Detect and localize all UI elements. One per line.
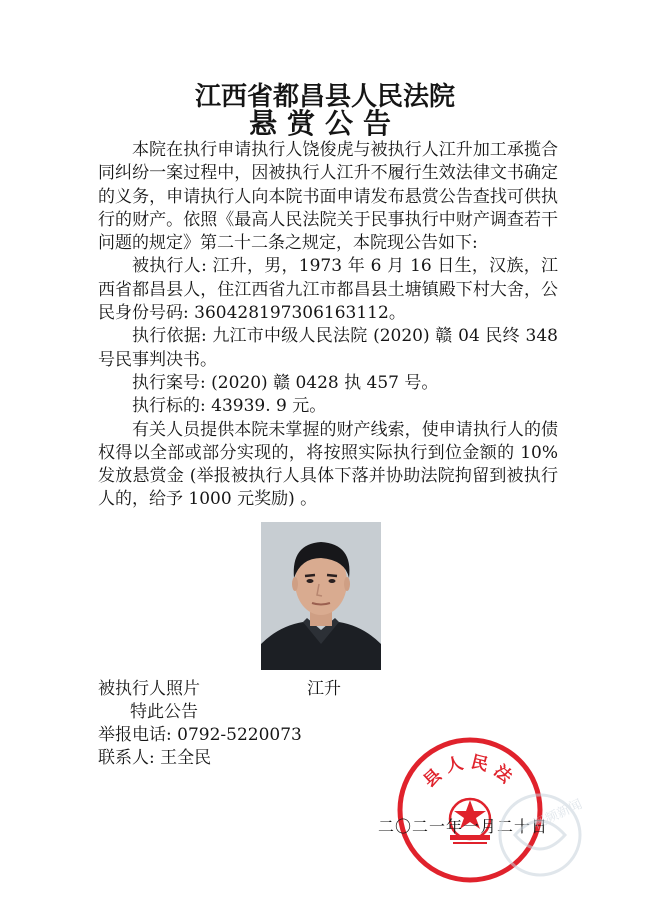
photo-caption: 被执行人照片: [98, 679, 200, 699]
notice-body: [98, 139, 558, 512]
issue-date: 二〇二一年一月二十日: [378, 817, 549, 836]
tip-phone: 举报电话: 0792-5220073: [98, 725, 302, 745]
amount-line: 执行标的: 43939. 9 元。: [132, 396, 327, 417]
intro-paragraph: 本院在执行申请执行人饶俊虎与被执行人江升加工承揽合同纠纷一案过程中，因被执行人江升不履行生效法律文书确定的义务，申请执行人向本院书面申请发布悬赏公告查找可供执行的财产。依照《最高人民法院关于民事执行中财产调查若干问题的规定》第二十二条之规定，本院现公告如下:: [98, 140, 558, 254]
person-paragraph: 被执行人: 江升，男，1973 年 6 月 16 日生，汉族，江西省都昌县人，住江西省九江市都昌县土塘镇殿下村大舍，公民身份号码: 360428197306163112。: [98, 256, 558, 324]
watermark-logo-icon: [465, 777, 595, 885]
contact-person: 联系人: 王全民: [98, 748, 212, 768]
person-portrait-icon: [261, 522, 381, 670]
seal-text: 县人民法: [419, 752, 521, 792]
case-number-line: 执行案号: (2020) 赣 0428 执 457 号。: [132, 372, 439, 393]
debtor-photo: [261, 522, 381, 670]
court-name: 江西省都昌县人民法院: [194, 82, 455, 112]
notice-title: 悬赏公告: [248, 107, 401, 140]
special-notice: 特此公告: [130, 702, 198, 722]
basis-paragraph: 执行依据: 九江市中级人民法院 (2020) 赣 04 民终 348 号民事判决书。: [98, 326, 558, 370]
reward-paragraph: 有关人员提供本院未掌握的财产线索，使申请执行人的债权得以全部或部分实现的，将按照实际执行到位金额的 10%发放悬赏金 (举报被执行人具体下落并协助法院拘留到被执行人的，给予 1000 元奖励) 。: [98, 419, 558, 510]
photo-name: 江升: [307, 679, 341, 699]
watermark-text: 视频新闻: [531, 797, 585, 833]
